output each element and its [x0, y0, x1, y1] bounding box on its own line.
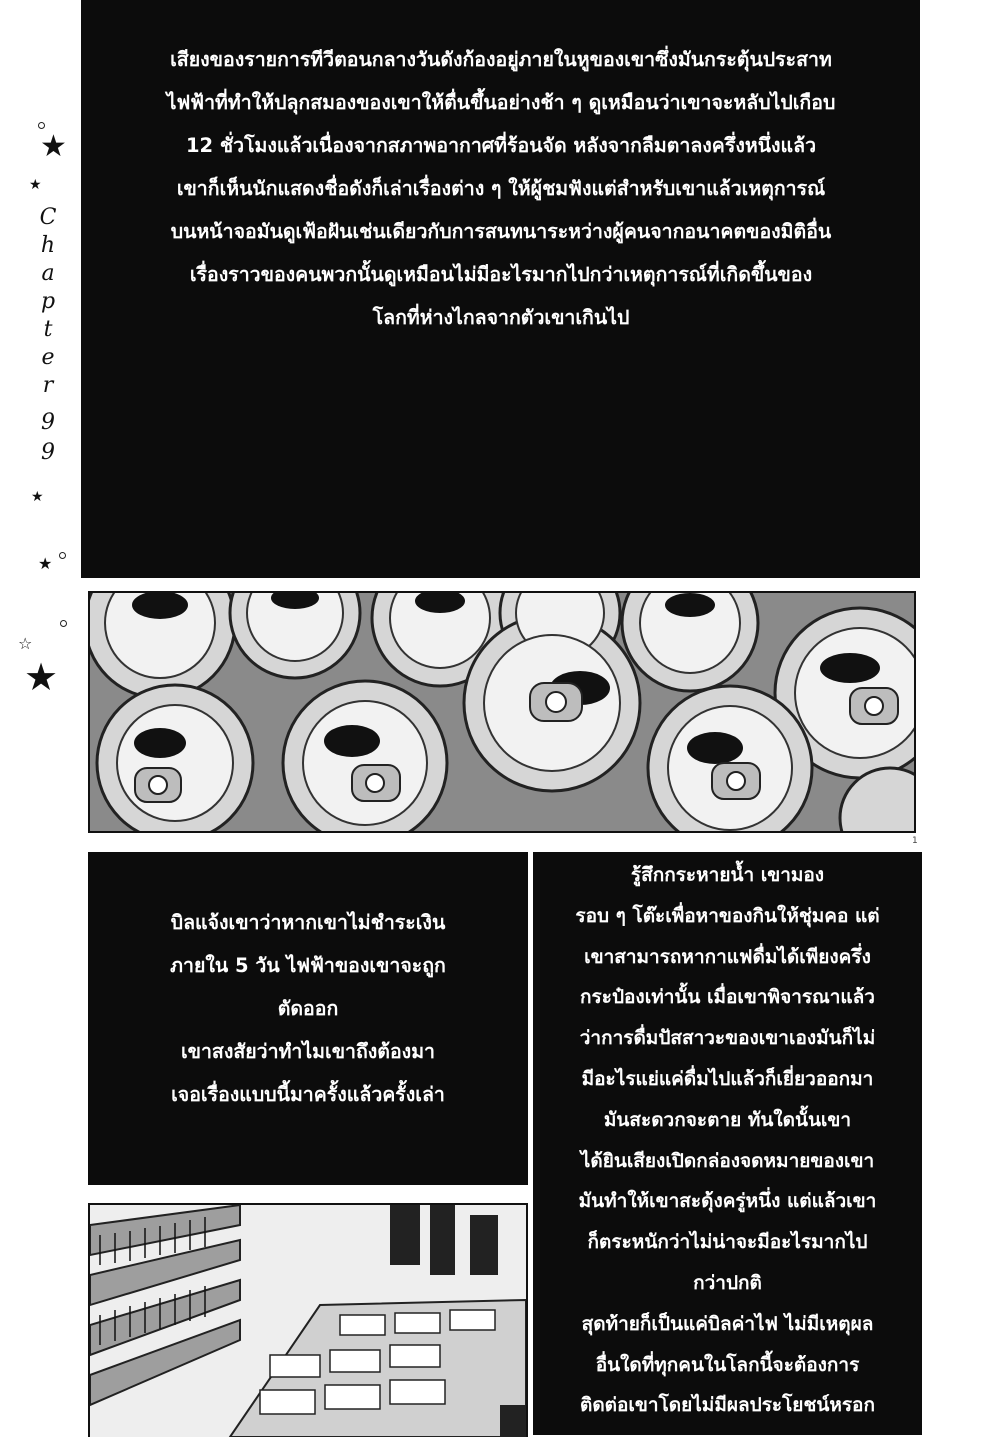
- narration-line: เขาสงสัยว่าทำไมเขาถึงต้องมา: [180, 1040, 436, 1063]
- narration-line: รอบ ๆ โต๊ะเพื่อหาของกินให้ชุ่มคอ แต่: [575, 904, 880, 927]
- narration-line: กว่าปกติ: [693, 1271, 762, 1294]
- narration-line: บิลแจ้งเขาว่าหากเขาไม่ชำระเงิน: [170, 911, 446, 934]
- narration-line: โลกที่ห่างไกลจากตัวเขาเกินไป: [372, 306, 630, 329]
- narration-line: ติดต่อเขาโดยไม่มีผลประโยชน์หรอก: [580, 1394, 875, 1417]
- chapter-number-digit: 9: [41, 410, 55, 435]
- narration-line: ได้ยินเสียงเปิดกล่องจดหมายของเขา: [580, 1149, 875, 1172]
- chapter-letter: e: [41, 345, 55, 370]
- narration-line: เสียงของรายการทีวีตอนกลางวันดังก้องอยู่ภายในหูของเขาซึ่งมันกระตุ้นประสาท: [170, 48, 832, 71]
- narration-line: กระป๋องเท่านั้น เมื่อเขาพิจารณาแล้ว: [580, 986, 875, 1009]
- narration-line: ภายใน 5 วัน ไฟฟ้าของเขาจะถูก: [170, 954, 446, 977]
- star-icon: ★: [24, 655, 59, 699]
- narration-line: มันทำให้เขาสะดุ้งครู่หนึ่ง แต่แล้วเขา: [578, 1190, 877, 1213]
- circle-icon: [60, 620, 67, 627]
- narration-line: เขาสามารถหากาแฟดื่มได้เพียงครึ่ง: [584, 945, 871, 968]
- narration-line: มันสะดวกจะตาย ทันใดนั้นเขา: [603, 1108, 852, 1131]
- top-narration-text: [83, 38, 919, 339]
- soda-cans-illustration: [88, 591, 916, 833]
- narration-line: เจอเรื่องแบบนี้มาครั้งแล้วครั้งเล่า: [171, 1083, 445, 1106]
- page-number: 1: [912, 836, 918, 846]
- star-icon: ★: [29, 177, 42, 193]
- chapter-letter: a: [41, 261, 55, 286]
- chapter-letter: r: [42, 373, 54, 398]
- bookstore-artwork: [90, 1205, 526, 1437]
- narration-line: มีอะไรแย่แค่ดื่มไปแล้วก็เยี่ยวออกมา: [581, 1067, 874, 1090]
- narration-line: อื่นใดที่ทุกคนในโลกนี้จะต้องการ: [595, 1353, 860, 1376]
- narration-line: ก็ตระหนักว่าไม่น่าจะมีอะไรมากไป: [587, 1231, 868, 1254]
- star-icon: ★: [40, 129, 67, 164]
- soda-cans-artwork: [90, 593, 914, 831]
- narration-line: บนหน้าจอมันดูเฟ้อฝันเช่นเดียวกับการสนทนาระหว่างผู้คนจากอนาคตของมิติอื่น: [170, 220, 832, 243]
- left-narration-text: [88, 901, 528, 1116]
- narration-line: ว่าการดื่มปัสสาวะของเขาเองมันก็ไม่: [579, 1027, 876, 1050]
- chapter-letter: t: [43, 317, 53, 342]
- star-icon: ★: [31, 489, 44, 505]
- right-narration-text: [533, 855, 922, 1426]
- narration-line: รู้สึกกระหายน้ำ เขามอง: [630, 864, 825, 886]
- chapter-letter: p: [40, 289, 56, 314]
- circle-icon: [59, 552, 66, 559]
- narration-line: ตัดออก: [277, 997, 339, 1020]
- star-icon: ★: [38, 554, 53, 573]
- circle-icon: [38, 122, 45, 129]
- narration-line: สุดท้ายก็เป็นแค่บิลค่าไฟ ไม่มีเหตุผล: [581, 1312, 874, 1335]
- bookstore-illustration: [88, 1203, 528, 1437]
- chapter-letter: h: [40, 233, 56, 258]
- narration-line: ไฟฟ้าที่ทำให้ปลุกสมองของเขาให้ตื่นขึ้นอย่างช้า ๆ ดูเหมือนว่าเขาจะหลับไปเกือบ: [166, 91, 836, 114]
- narration-line: เขาก็เห็นนักแสดงชื่อดังก็เล่าเรื่องต่าง ๆ ให้ผู้ชมฟังแต่สำหรับเขาแล้วเหตุการณ์: [176, 177, 826, 200]
- narration-line: เรื่องราวของคนพวกนั้นดูเหมือนไม่มีอะไรมากไปกว่าเหตุการณ์ที่เกิดขึ้นของ: [189, 263, 813, 286]
- chapter-number-digit: 9: [41, 440, 55, 465]
- outline-star-icon: ☆: [18, 634, 33, 653]
- narration-line: 12 ชั่วโมงแล้วเนื่องจากสภาพอากาศที่ร้อนจัด หลังจากลืมตาลงครึ่งหนึ่งแล้ว: [185, 134, 817, 157]
- chapter-letter: C: [39, 205, 57, 230]
